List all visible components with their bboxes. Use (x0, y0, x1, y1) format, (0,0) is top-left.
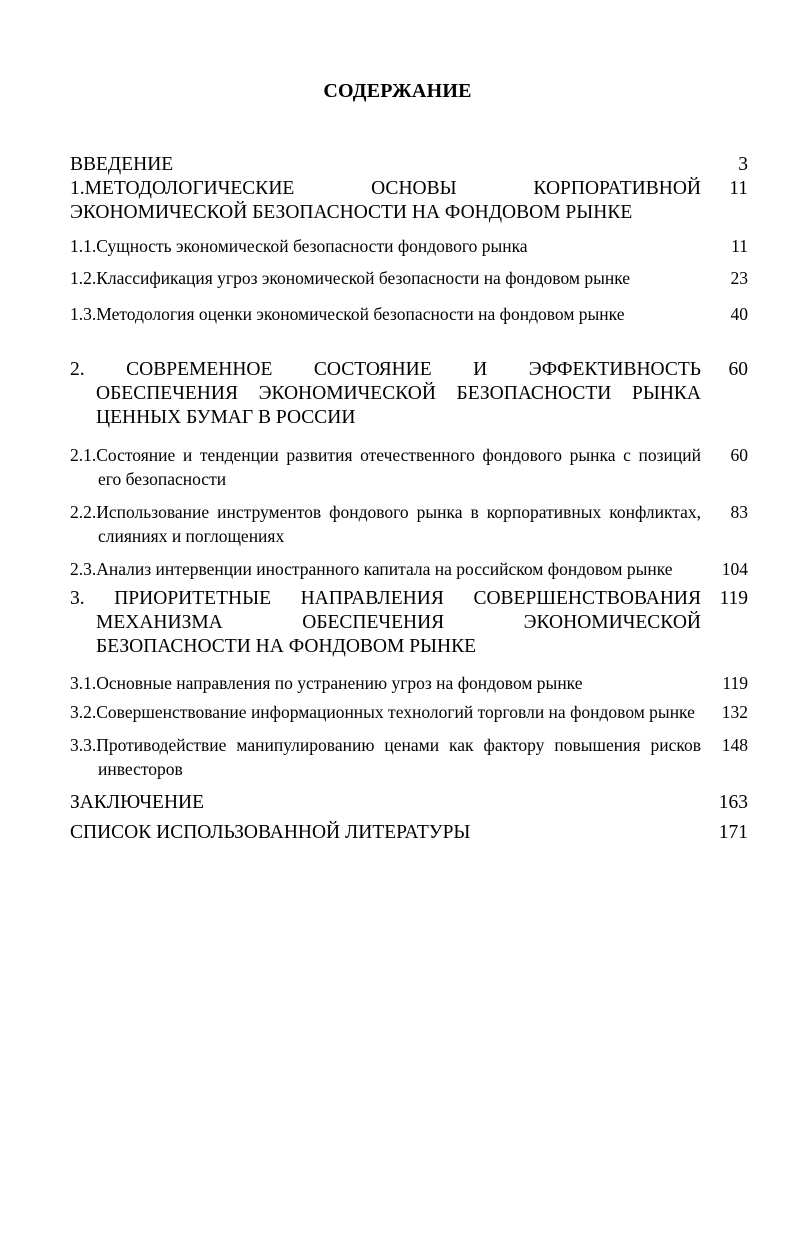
toc-entry-chapter-1[interactable] (70, 177, 750, 225)
toc-entry-page: 60 (730, 445, 748, 465)
toc-entry-section-3-1[interactable] (70, 671, 750, 695)
toc-entry-section-2-2[interactable] (70, 500, 750, 548)
toc-entry-section-2-1[interactable] (70, 443, 750, 491)
toc-entry-text: СПИСОК ИСПОЛЬЗОВАННОЙ ЛИТЕРАТУРЫ (70, 822, 471, 843)
toc-entry-page: 3 (738, 154, 748, 175)
toc-entry-text: 3.1.Основные направления по устранению угроз на фондовом рынке (70, 673, 583, 693)
toc-entry-text: 3.2.Совершенствование информационных технологий торговли на фондовом рынке (70, 702, 695, 722)
toc-entry-text: 1.2.Классификация угроз экономической безопасности на фондовом рынке (70, 268, 631, 288)
toc-entry-page: 11 (729, 178, 748, 199)
toc-entry-text: 1.1.Сущность экономической безопасности фондового рынка (70, 236, 528, 256)
toc-entry-section-1-2[interactable] (70, 266, 750, 290)
toc-entry-page: 60 (728, 359, 748, 380)
toc-entry-text: ВВЕДЕНИЕ (70, 154, 174, 175)
toc-entry-page: 132 (721, 702, 748, 722)
toc-entry-bibliography[interactable] (70, 821, 750, 845)
toc-entry-conclusion[interactable] (70, 791, 750, 815)
toc-entry-page: 119 (719, 588, 748, 609)
toc-entry-page: 40 (730, 304, 748, 324)
toc-entry-page: 83 (730, 502, 748, 522)
toc-entry-section-3-2[interactable] (70, 700, 750, 724)
toc-entry-page: 11 (731, 236, 748, 256)
toc-entry-page: 104 (721, 559, 748, 579)
toc-entry-page: 119 (722, 673, 748, 693)
table-of-contents (70, 150, 750, 845)
toc-entry-section-2-3[interactable] (70, 557, 750, 581)
toc-entry-text: 2. СОВРЕМЕННОЕ СОСТОЯНИЕ И ЭФФЕКТИВНОСТЬ ОБЕСПЕЧЕНИЯ ЭКОНОМИЧЕСКОЙ БЕЗОПАСНОСТИ РЫНКА ЦЕННЫХ БУМАГ В РОССИИ (70, 359, 701, 428)
toc-entry-page: 148 (721, 735, 748, 755)
toc-entry-chapter-2[interactable] (70, 358, 750, 430)
toc-entry-section-1-3[interactable] (70, 302, 750, 326)
toc-entry-page: 23 (730, 268, 748, 288)
toc-entry-text: 2.3.Анализ интервенции иностранного капитала на российском фондовом рынке (70, 559, 673, 579)
toc-entry-text: 3.3.Противодействие манипулированию ценами как фактору повышения рисков инвесторов (70, 735, 701, 779)
toc-entry-text: 1.МЕТОДОЛОГИЧЕСКИЕ ОСНОВЫ КОРПОРАТИВНОЙ ЭКОНОМИЧЕСКОЙ БЕЗОПАСНОСТИ НА ФОНДОВОМ РЫНКЕ (70, 178, 701, 223)
toc-entry-text: 1.3.Методология оценки экономической безопасности на фондовом рынке (70, 304, 625, 324)
toc-entry-text: ЗАКЛЮЧЕНИЕ (70, 792, 205, 813)
toc-entry-chapter-3[interactable] (70, 587, 750, 659)
toc-entry-page: 163 (718, 792, 748, 813)
toc-entry-section-3-3[interactable] (70, 733, 750, 781)
toc-entry-page: 171 (718, 822, 748, 843)
toc-entry-introduction[interactable] (70, 153, 750, 177)
toc-entry-text: 2.2.Использование инструментов фондового рынка в корпоративных конфликтах, слияниях и поглощениях (70, 502, 701, 546)
toc-entry-text: 2.1.Состояние и тенденции развития отечественного фондового рынка с позиций его безопасности (70, 445, 701, 489)
page-title: СОДЕРЖАНИЕ (323, 80, 472, 102)
toc-entry-section-1-1[interactable] (70, 234, 750, 258)
toc-entry-text: 3. ПРИОРИТЕТНЫЕ НАПРАВЛЕНИЯ СОВЕРШЕНСТВОВАНИЯ МЕХАНИЗМА ОБЕСПЕЧЕНИЯ ЭКОНОМИЧЕСКОЙ БЕЗОПАСНОСТИ НА ФОНДОВОМ РЫНКЕ (70, 588, 701, 657)
